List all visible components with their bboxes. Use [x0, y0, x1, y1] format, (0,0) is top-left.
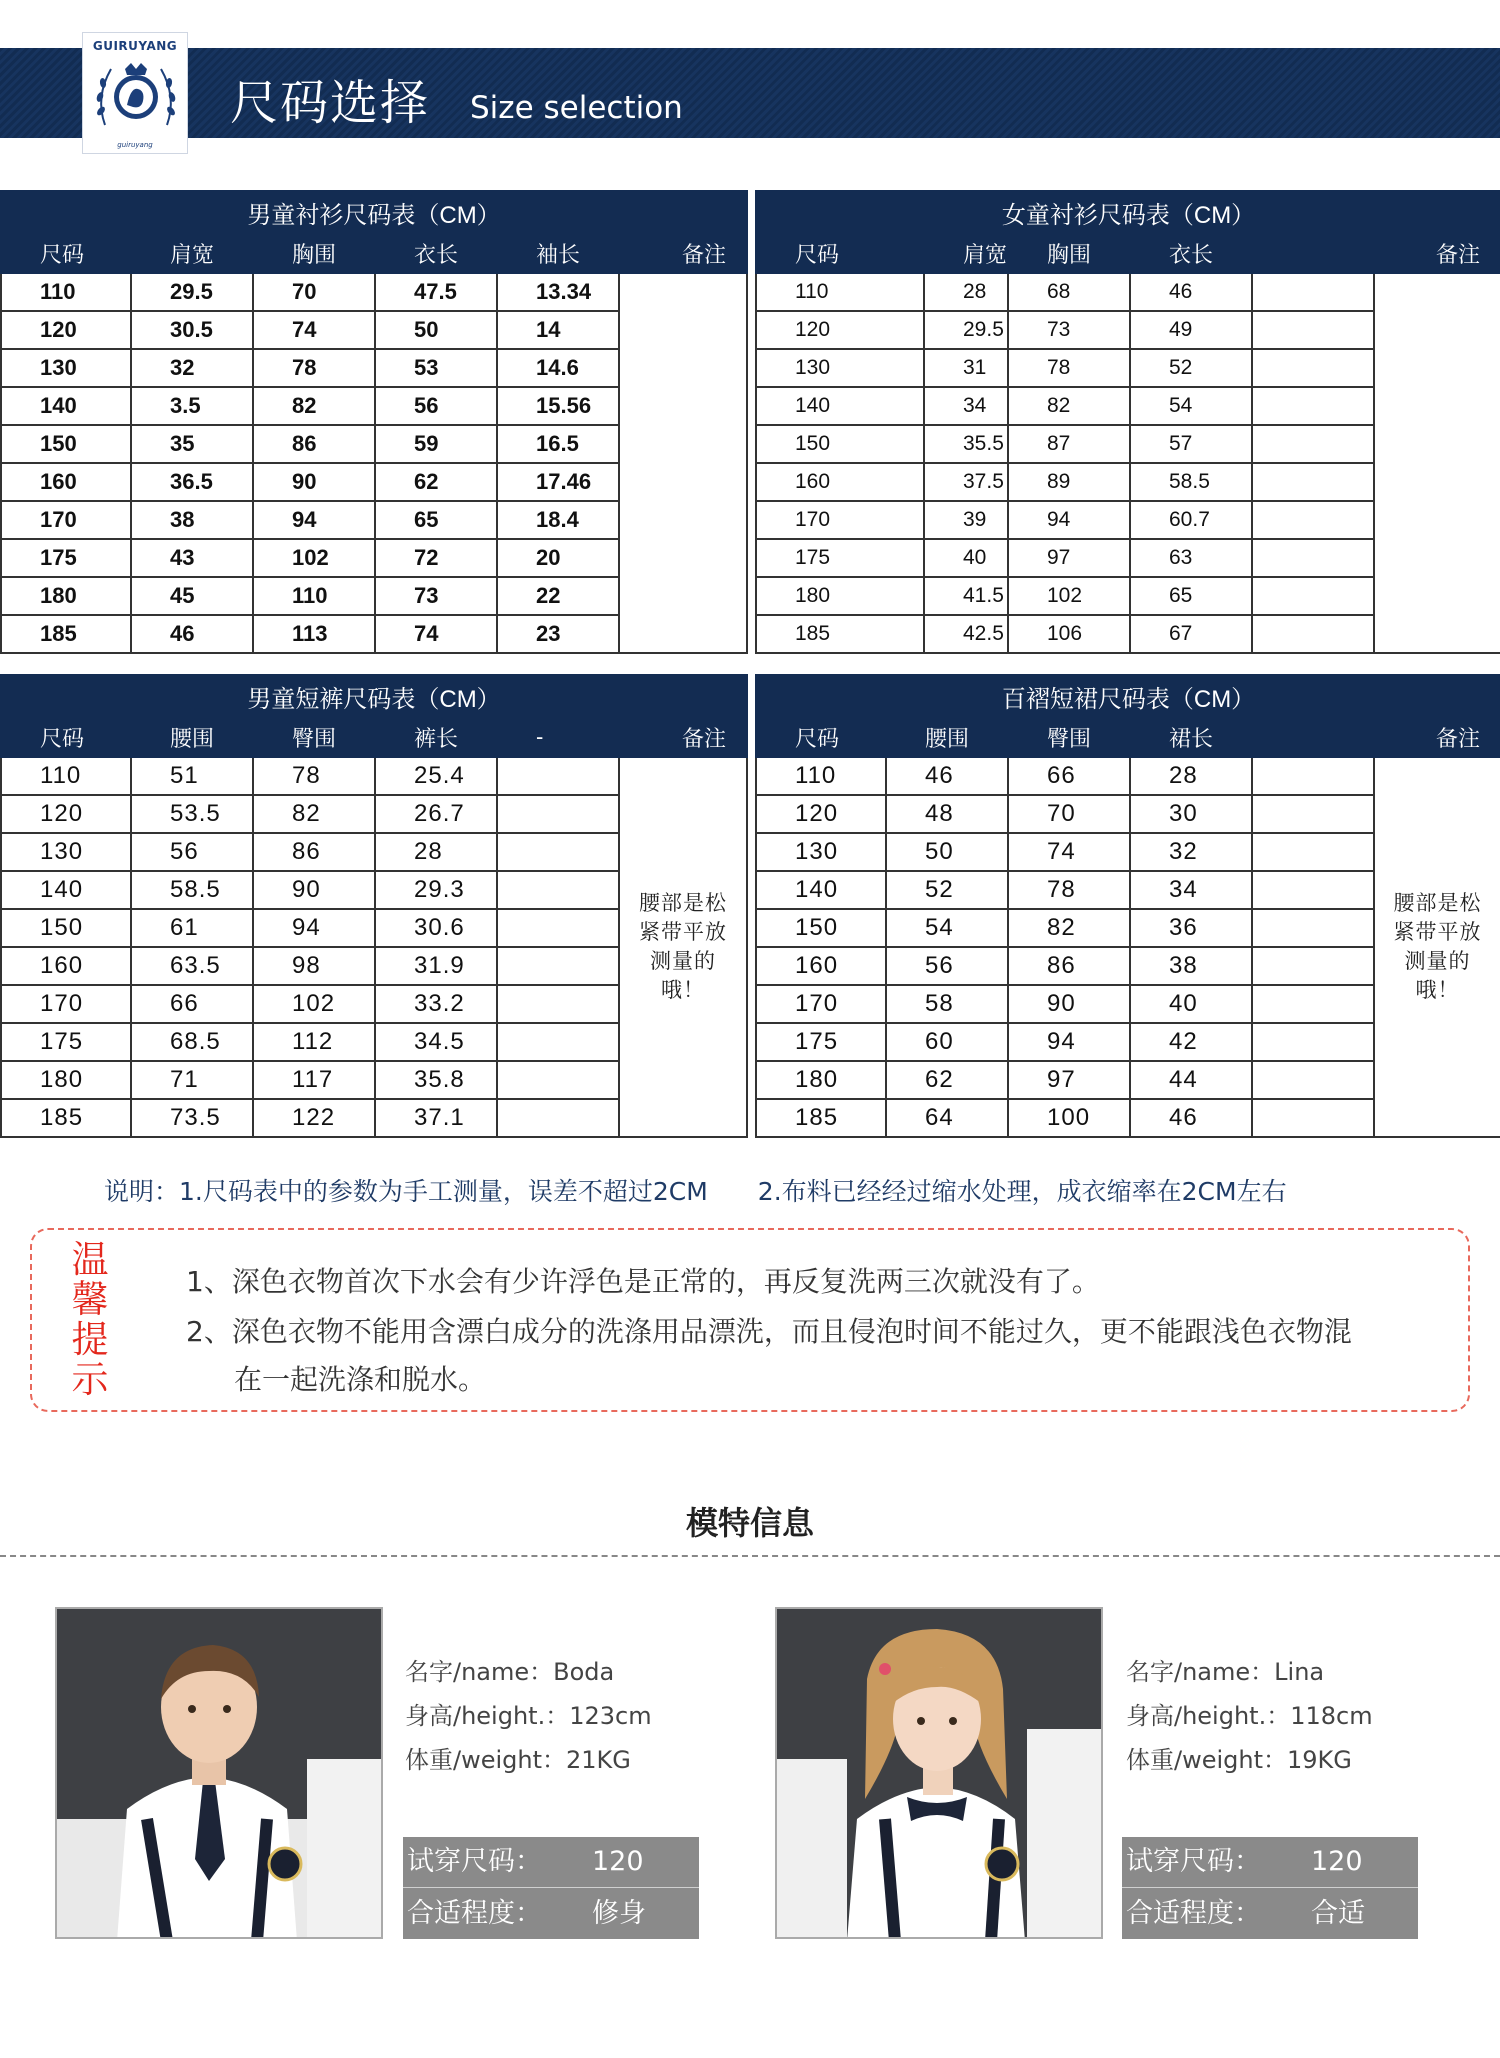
- table-cell: 36.5: [131, 463, 253, 501]
- table-cell: 73.5: [131, 1099, 253, 1137]
- table-cell: [497, 833, 619, 871]
- table-cell: 94: [1008, 501, 1130, 539]
- table-cell: 14.6: [497, 349, 619, 387]
- table-cell: 82: [253, 795, 375, 833]
- table-cell: [497, 1061, 619, 1099]
- table-cell: 38: [1130, 947, 1252, 985]
- table-cell: 71: [131, 1061, 253, 1099]
- table-cell: 140: [1, 871, 131, 909]
- model-boy-details: [405, 1650, 652, 1782]
- model-girl-height: 118cm: [1290, 1702, 1373, 1730]
- table-cell: 73: [375, 577, 497, 615]
- table-cell: 63: [1130, 539, 1252, 577]
- header-banner: [0, 48, 1500, 138]
- table-cell: 74: [253, 311, 375, 349]
- model-boy-weight: 21KG: [566, 1746, 631, 1774]
- table-title: 百褶短裙尺码表（CM）: [756, 675, 1500, 717]
- table-cell: 37.5: [924, 463, 1008, 501]
- table-cell: 120: [1, 795, 131, 833]
- model-girl-height-row: 身高/height.：118cm: [1126, 1702, 1373, 1730]
- table-cell: [1252, 795, 1374, 833]
- table-cell: 32: [131, 349, 253, 387]
- column-header: 备注: [1374, 717, 1500, 757]
- column-header: 臀围: [1008, 717, 1130, 757]
- table-cell: 46: [131, 615, 253, 653]
- table-cell: 180: [756, 577, 924, 615]
- table-cell: 160: [756, 947, 886, 985]
- column-header: 裤长: [375, 717, 497, 757]
- table-cell: 29.5: [924, 311, 1008, 349]
- table-cell: 170: [1, 985, 131, 1023]
- table-cell: [1252, 311, 1374, 349]
- table-cell: 78: [1008, 349, 1130, 387]
- table-cell: 82: [253, 387, 375, 425]
- table-row: [1, 757, 747, 795]
- table-cell: 110: [253, 577, 375, 615]
- table-cell: 89: [1008, 463, 1130, 501]
- table-cell: 35: [131, 425, 253, 463]
- table-cell: 53.5: [131, 795, 253, 833]
- table-cell: 31.9: [375, 947, 497, 985]
- model-girl-name-row: 名字/name：Lina: [1126, 1658, 1325, 1686]
- table-cell: 44: [1130, 1061, 1252, 1099]
- column-header: 胸围: [253, 233, 375, 273]
- model-girl-size: 120: [1311, 1846, 1363, 1877]
- column-header: 胸围: [1008, 233, 1130, 273]
- model-info-heading: 模特信息: [685, 1504, 814, 1542]
- table-cell: 57: [1130, 425, 1252, 463]
- table-cell: 40: [924, 539, 1008, 577]
- table-cell: 120: [756, 311, 924, 349]
- model-girl-fit: 合适: [1311, 1898, 1365, 1929]
- boys-shorts-size-table: [0, 674, 748, 1138]
- column-header: 腰围: [886, 717, 1008, 757]
- table-cell: 112: [253, 1023, 375, 1061]
- table-cell: [497, 1099, 619, 1137]
- table-cell: [1252, 1099, 1374, 1137]
- table-cell: 13.34: [497, 273, 619, 311]
- table-cell: 60: [886, 1023, 1008, 1061]
- table-cell: 180: [1, 577, 131, 615]
- table-cell: 170: [756, 985, 886, 1023]
- table-cell: 66: [1008, 757, 1130, 795]
- column-header: 尺码: [756, 717, 886, 757]
- table-cell: 180: [756, 1061, 886, 1099]
- table-cell: 58.5: [131, 871, 253, 909]
- table-cell: 26.7: [375, 795, 497, 833]
- model-boy-height: 123cm: [569, 1702, 652, 1730]
- table-cell: 150: [756, 909, 886, 947]
- table-cell: [1252, 615, 1374, 653]
- table-cell: 140: [756, 871, 886, 909]
- model-boy-name-row: 名字/name：Boda: [405, 1658, 615, 1686]
- table-cell: 98: [253, 947, 375, 985]
- table-cell: [1252, 947, 1374, 985]
- table-cell: 35.8: [375, 1061, 497, 1099]
- model-girl-details: [1126, 1650, 1373, 1782]
- model-girl-fit-box: [1122, 1837, 1418, 1939]
- model-girl-weight-row: 体重/weight：19KG: [1126, 1746, 1352, 1774]
- model-boy-size-label: 试穿尺码：: [407, 1846, 542, 1877]
- table-cell: 51: [131, 757, 253, 795]
- model-girl-name: Lina: [1274, 1658, 1325, 1686]
- crest-icon: [91, 55, 181, 137]
- model-girl-weight: 19KG: [1287, 1746, 1352, 1774]
- table-title: 女童衬衫尺码表（CM）: [756, 191, 1500, 233]
- table-cell: 185: [756, 615, 924, 653]
- table-cell: [497, 757, 619, 795]
- care-tip-2: 2、深色衣物不能用含漂白成分的洗涤用品漂洗，而且侵泡时间不能过久，更不能跟浅色衣物混: [186, 1315, 1352, 1348]
- table-cell: [1252, 757, 1374, 795]
- column-header: [1252, 233, 1374, 273]
- model-boy-fit-box: [403, 1837, 699, 1939]
- table-cell: 160: [756, 463, 924, 501]
- table-cell: [497, 795, 619, 833]
- table-cell: 65: [1130, 577, 1252, 615]
- girls-shirt-size-table: [755, 190, 1500, 654]
- table-cell: 50: [375, 311, 497, 349]
- table-row: [756, 757, 1500, 795]
- table-cell: 34.5: [375, 1023, 497, 1061]
- table-note: [1374, 273, 1500, 653]
- pleated-skirt-size-table: [755, 674, 1500, 1138]
- table-cell: 170: [756, 501, 924, 539]
- table-cell: 61: [131, 909, 253, 947]
- table-title: 男童衬衫尺码表（CM）: [1, 191, 747, 233]
- table-cell: 31: [924, 349, 1008, 387]
- table-cell: [1252, 387, 1374, 425]
- table-cell: 160: [1, 463, 131, 501]
- table-cell: 20: [497, 539, 619, 577]
- table-cell: 16.5: [497, 425, 619, 463]
- table-cell: 86: [253, 833, 375, 871]
- table-cell: 82: [1008, 909, 1130, 947]
- table-cell: [497, 985, 619, 1023]
- model-photo-boy: [55, 1607, 383, 1939]
- table-cell: 54: [886, 909, 1008, 947]
- table-cell: 29.3: [375, 871, 497, 909]
- column-header: 肩宽: [924, 233, 1008, 273]
- model-info-divider: [0, 1555, 1500, 1557]
- table-cell: 90: [1008, 985, 1130, 1023]
- table-cell: [497, 909, 619, 947]
- table-cell: 48: [886, 795, 1008, 833]
- table-cell: 30.6: [375, 909, 497, 947]
- table-cell: 56: [375, 387, 497, 425]
- table-cell: 23: [497, 615, 619, 653]
- column-header: 衣长: [1130, 233, 1252, 273]
- model-boy-fit: 修身: [592, 1898, 646, 1929]
- table-cell: 175: [756, 1023, 886, 1061]
- table-cell: [1252, 425, 1374, 463]
- table-cell: 54: [1130, 387, 1252, 425]
- table-cell: 15.56: [497, 387, 619, 425]
- table-cell: 180: [1, 1061, 131, 1099]
- column-header: -: [497, 717, 619, 757]
- table-cell: 175: [756, 539, 924, 577]
- table-cell: 52: [886, 871, 1008, 909]
- table-cell: 22: [497, 577, 619, 615]
- model-girl-fit-label: 合适程度：: [1126, 1898, 1261, 1929]
- table-cell: 30.5: [131, 311, 253, 349]
- model-boy-fit-label: 合适程度：: [407, 1898, 542, 1929]
- table-cell: 56: [886, 947, 1008, 985]
- table-cell: 56: [131, 833, 253, 871]
- model-photo-girl: [775, 1607, 1103, 1939]
- table-cell: [497, 1023, 619, 1061]
- table-cell: 130: [756, 349, 924, 387]
- table-cell: 140: [1, 387, 131, 425]
- table-note: 腰部是松紧带平放测量的哦！: [619, 757, 747, 1137]
- column-header: [1252, 717, 1374, 757]
- table-cell: 102: [253, 985, 375, 1023]
- table-cell: 110: [1, 273, 131, 311]
- table-cell: [1252, 985, 1374, 1023]
- table-cell: 110: [1, 757, 131, 795]
- table-cell: 33.2: [375, 985, 497, 1023]
- table-cell: [1252, 273, 1374, 311]
- brand-name: GUIRUYANG: [92, 39, 178, 53]
- table-cell: 140: [756, 387, 924, 425]
- table-cell: [1252, 1023, 1374, 1061]
- table-cell: 72: [375, 539, 497, 577]
- table-cell: 185: [1, 615, 131, 653]
- table-cell: 67: [1130, 615, 1252, 653]
- table-cell: [1252, 539, 1374, 577]
- table-cell: 70: [253, 273, 375, 311]
- table-cell: 160: [1, 947, 131, 985]
- column-header: 尺码: [756, 233, 924, 273]
- table-cell: 36: [1130, 909, 1252, 947]
- column-header: 尺码: [1, 233, 131, 273]
- table-cell: 47.5: [375, 273, 497, 311]
- model-boy-height-row: 身高/height.：123cm: [405, 1702, 652, 1730]
- table-row: [756, 273, 1500, 311]
- table-cell: 46: [1130, 273, 1252, 311]
- table-cell: 170: [1, 501, 131, 539]
- measurement-explanation: 说明：1.尺码表中的参数为手工测量，误差不超过2CM 2.布料已经经过缩水处理，成衣缩率在2CM左右: [104, 1177, 1287, 1206]
- table-cell: 17.46: [497, 463, 619, 501]
- table-cell: 94: [1008, 1023, 1130, 1061]
- table-cell: 74: [375, 615, 497, 653]
- table-cell: 150: [756, 425, 924, 463]
- column-header: 衣长: [375, 233, 497, 273]
- table-cell: 113: [253, 615, 375, 653]
- model-boy-name: Boda: [553, 1658, 615, 1686]
- table-cell: 62: [886, 1061, 1008, 1099]
- table-cell: 102: [1008, 577, 1130, 615]
- table-cell: 66: [131, 985, 253, 1023]
- table-cell: 52: [1130, 349, 1252, 387]
- table-cell: 65: [375, 501, 497, 539]
- table-cell: [1252, 349, 1374, 387]
- care-tips-box: [30, 1228, 1470, 1412]
- table-cell: [1252, 463, 1374, 501]
- column-header: 备注: [1374, 233, 1500, 273]
- table-cell: 60.7: [1130, 501, 1252, 539]
- table-cell: 43: [131, 539, 253, 577]
- table-cell: 40: [1130, 985, 1252, 1023]
- table-cell: 34: [1130, 871, 1252, 909]
- table-cell: 150: [1, 425, 131, 463]
- table-cell: 78: [253, 757, 375, 795]
- table-cell: 90: [253, 871, 375, 909]
- table-cell: 94: [253, 501, 375, 539]
- table-cell: 34: [924, 387, 1008, 425]
- table-cell: [1252, 909, 1374, 947]
- care-tip-1: 1、深色衣物首次下水会有少许浮色是正常的，再反复洗两三次就没有了。: [186, 1265, 1100, 1298]
- table-cell: 32: [1130, 833, 1252, 871]
- table-cell: 185: [1, 1099, 131, 1137]
- table-cell: 39: [924, 501, 1008, 539]
- table-cell: 86: [253, 425, 375, 463]
- table-cell: 110: [756, 757, 886, 795]
- table-cell: 41.5: [924, 577, 1008, 615]
- table-cell: 74: [1008, 833, 1130, 871]
- table-cell: 58.5: [1130, 463, 1252, 501]
- table-cell: 38: [131, 501, 253, 539]
- brand-subtext: guiruyang: [117, 141, 153, 149]
- table-cell: 94: [253, 909, 375, 947]
- table-cell: 62: [375, 463, 497, 501]
- table-cell: 120: [1, 311, 131, 349]
- table-cell: 97: [1008, 539, 1130, 577]
- page-subtitle: Size selection: [470, 90, 683, 126]
- table-cell: 42: [1130, 1023, 1252, 1061]
- table-cell: 102: [253, 539, 375, 577]
- table-cell: 120: [756, 795, 886, 833]
- table-cell: 18.4: [497, 501, 619, 539]
- table-cell: 68: [1008, 273, 1130, 311]
- table-cell: 117: [253, 1061, 375, 1099]
- table-cell: 82: [1008, 387, 1130, 425]
- column-header: 袖长: [497, 233, 619, 273]
- page-title: 尺码选择: [230, 75, 431, 131]
- table-cell: 97: [1008, 1061, 1130, 1099]
- table-row: [1, 273, 747, 311]
- table-cell: 73: [1008, 311, 1130, 349]
- table-cell: 64: [886, 1099, 1008, 1137]
- table-cell: 45: [131, 577, 253, 615]
- table-cell: 78: [253, 349, 375, 387]
- table-cell: 35.5: [924, 425, 1008, 463]
- table-cell: 100: [1008, 1099, 1130, 1137]
- column-header: 肩宽: [131, 233, 253, 273]
- table-cell: 49: [1130, 311, 1252, 349]
- column-header: 腰围: [131, 717, 253, 757]
- model-boy-size: 120: [592, 1846, 644, 1877]
- table-title: 男童短裤尺码表（CM）: [1, 675, 747, 717]
- table-cell: 106: [1008, 615, 1130, 653]
- table-cell: 86: [1008, 947, 1130, 985]
- table-cell: [497, 871, 619, 909]
- table-cell: 3.5: [131, 387, 253, 425]
- table-cell: [497, 947, 619, 985]
- table-cell: 70: [1008, 795, 1130, 833]
- table-cell: [1252, 871, 1374, 909]
- table-note: [619, 273, 747, 653]
- table-cell: 68.5: [131, 1023, 253, 1061]
- table-cell: 78: [1008, 871, 1130, 909]
- table-cell: 150: [1, 909, 131, 947]
- column-header: 裙长: [1130, 717, 1252, 757]
- table-cell: 50: [886, 833, 1008, 871]
- column-header: 备注: [619, 233, 747, 273]
- brand-logo: [82, 32, 188, 154]
- table-cell: 28: [375, 833, 497, 871]
- table-cell: 175: [1, 1023, 131, 1061]
- column-header: 尺码: [1, 717, 131, 757]
- table-cell: [1252, 501, 1374, 539]
- table-cell: 58: [886, 985, 1008, 1023]
- table-cell: 130: [1, 349, 131, 387]
- table-cell: 53: [375, 349, 497, 387]
- table-cell: 90: [253, 463, 375, 501]
- model-girl-size-label: 试穿尺码：: [1126, 1846, 1261, 1877]
- table-cell: 175: [1, 539, 131, 577]
- table-cell: 28: [924, 273, 1008, 311]
- table-cell: 185: [756, 1099, 886, 1137]
- table-cell: [1252, 577, 1374, 615]
- table-cell: 25.4: [375, 757, 497, 795]
- table-cell: [1252, 1061, 1374, 1099]
- boys-shirt-size-table: [0, 190, 748, 654]
- care-tips-label: 温馨提示: [71, 1238, 109, 1401]
- table-cell: [1252, 833, 1374, 871]
- table-cell: 42.5: [924, 615, 1008, 653]
- table-cell: 110: [756, 273, 924, 311]
- table-cell: 46: [886, 757, 1008, 795]
- table-cell: 87: [1008, 425, 1130, 463]
- table-cell: 130: [756, 833, 886, 871]
- column-header: 备注: [619, 717, 747, 757]
- table-cell: 59: [375, 425, 497, 463]
- table-cell: 30: [1130, 795, 1252, 833]
- table-cell: 46: [1130, 1099, 1252, 1137]
- column-header: 臀围: [253, 717, 375, 757]
- table-cell: 28: [1130, 757, 1252, 795]
- table-cell: 130: [1, 833, 131, 871]
- table-cell: 63.5: [131, 947, 253, 985]
- care-tip-2-cont: 在一起洗涤和脱水。: [234, 1363, 487, 1396]
- table-cell: 29.5: [131, 273, 253, 311]
- table-note: 腰部是松紧带平放测量的哦！: [1374, 757, 1500, 1137]
- table-cell: 37.1: [375, 1099, 497, 1137]
- table-cell: 14: [497, 311, 619, 349]
- table-cell: 122: [253, 1099, 375, 1137]
- model-boy-weight-row: 体重/weight：21KG: [405, 1746, 631, 1774]
